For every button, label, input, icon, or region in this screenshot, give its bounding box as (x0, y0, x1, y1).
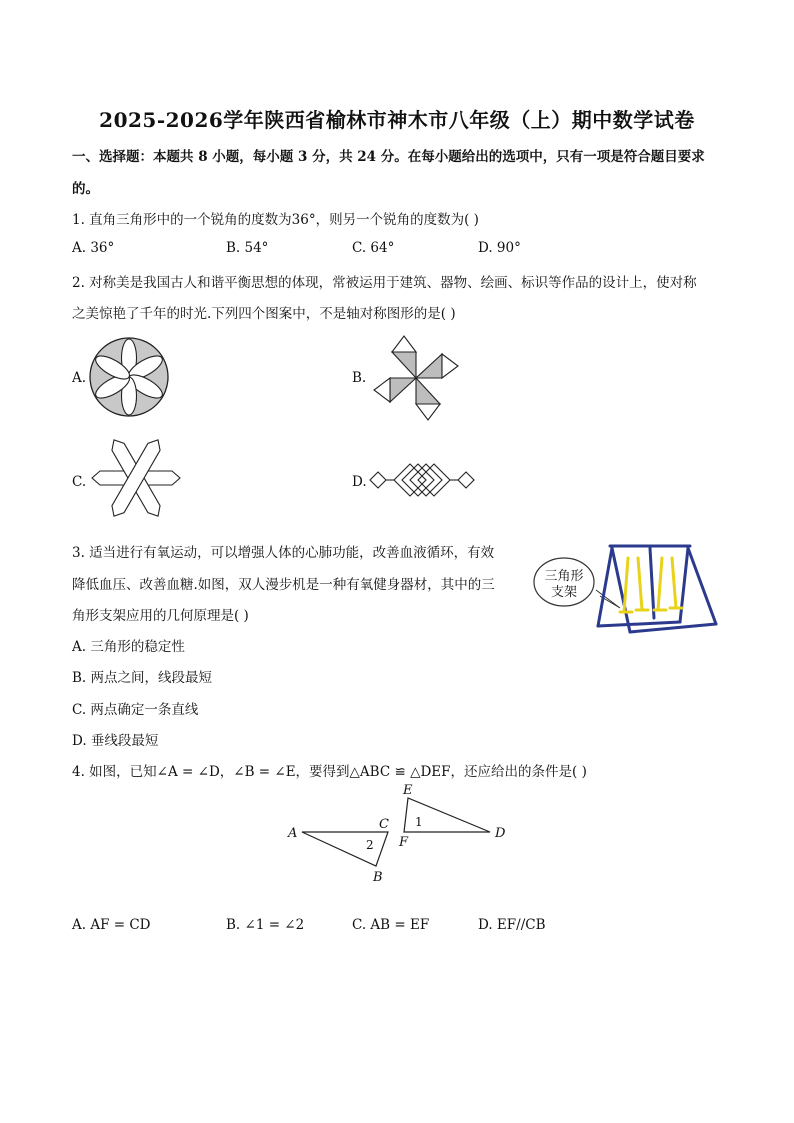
q2-figure-d-knot (366, 452, 478, 508)
point-e-label: E (403, 783, 413, 798)
q3-stem: 3. 适当进行有氧运动，可以增强人体的心肺功能，改善血液循环，有效 (72, 545, 495, 561)
angle-1-label: 1 (415, 815, 423, 829)
q1-option-a[interactable]: A. 36° (72, 240, 115, 256)
q2-stem-cont: 之美惊艳了千年的时光.下列四个图案中，不是轴对称图形的是( ) (72, 306, 456, 322)
q2-option-b-label[interactable]: B. (352, 370, 367, 386)
q2-figure-c-star (88, 434, 184, 522)
point-b-label: B (373, 870, 383, 885)
q1-option-b[interactable]: B. 54° (226, 240, 269, 256)
q4-option-d[interactable]: D. EF//CB (478, 917, 546, 933)
callout-text-line2: 支架 (550, 585, 578, 600)
point-c-label: C (379, 817, 389, 832)
point-a-label: A (288, 826, 298, 841)
page-title: 2025-2026学年陕西省榆林市神木市八年级（上）期中数学试卷 (99, 108, 695, 132)
angle-2-label: 2 (366, 838, 374, 852)
q2-option-d-label[interactable]: D. (352, 474, 367, 490)
q4-triangle-figure (284, 780, 514, 886)
q4-option-a[interactable]: A. AF = CD (72, 917, 151, 933)
q3-option-d[interactable]: D. 垂线段最短 (72, 733, 159, 749)
q3-walker-machine-figure (530, 538, 720, 638)
q4-option-c[interactable]: C. AB = EF (352, 917, 430, 933)
q3-option-a[interactable]: A. 三角形的稳定性 (72, 639, 185, 655)
q3-option-c[interactable]: C. 两点确定一条直线 (72, 702, 199, 718)
q2-option-a-label[interactable]: A. (72, 370, 87, 386)
q1-option-d[interactable]: D. 90° (478, 240, 521, 256)
q1-stem: 1. 直角三角形中的一个锐角的度数为36°，则另一个锐角的度数为( ) (72, 212, 479, 228)
point-d-label: D (495, 826, 506, 841)
q2-figure-b-pinwheel (368, 330, 464, 426)
q4-option-b[interactable]: B. ∠1 = ∠2 (226, 917, 305, 933)
q1-option-c[interactable]: C. 64° (352, 240, 395, 256)
section-heading-cont: 的。 (72, 181, 99, 197)
q2-figure-a-flower (88, 336, 170, 418)
section-heading: 一、选择题：本题共 8 小题，每小题 3 分，共 24 分。在每小题给出的选项中，只有一项是符合题目要求 (72, 149, 705, 165)
q2-option-c-label[interactable]: C. (72, 474, 87, 490)
q3-option-b[interactable]: B. 两点之间，线段最短 (72, 670, 213, 686)
callout-text-line1: 三角形 (544, 569, 584, 584)
q4-stem: 4. 如图，已知∠A = ∠D，∠B = ∠E，要得到△ABC ≌ △DEF，还应给出的条件是( ) (72, 764, 587, 780)
q3-stem-cont2: 角形支架应用的几何原理是( ) (72, 608, 249, 624)
q3-stem-cont1: 降低血压、改善血糖.如图，双人漫步机是一种有氧健身器材，其中的三 (72, 577, 495, 593)
point-f-label: F (399, 835, 409, 850)
q2-stem: 2. 对称美是我国古人和谐平衡思想的体现，常被运用于建筑、器物、绘画、标识等作品的设计上，使对称 (72, 275, 697, 291)
